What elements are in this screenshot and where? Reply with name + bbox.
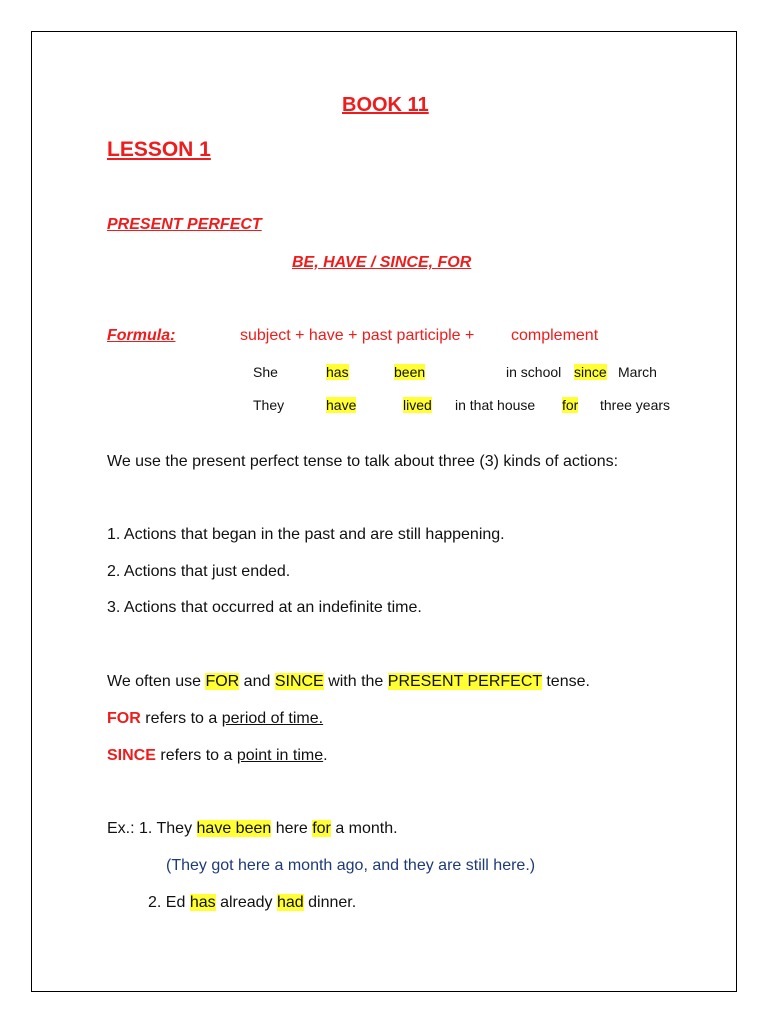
- row1-time: March: [618, 364, 657, 380]
- ex1-prep: for: [312, 820, 331, 837]
- row1-subject: She: [253, 364, 278, 380]
- row1-aux: has: [326, 364, 349, 380]
- for-text: refers to a: [145, 710, 218, 727]
- since-definition: [107, 747, 328, 765]
- example-1-note: (They got here a month ago, and they are still here.): [166, 857, 536, 874]
- since-end: .: [323, 747, 328, 764]
- row2-aux: have: [326, 397, 357, 413]
- usage-and: and: [243, 673, 271, 690]
- list-item: 1. Actions that began in the past and are still happening.: [107, 526, 505, 543]
- since-text: refers to a: [160, 747, 233, 764]
- for-word: FOR: [107, 710, 141, 727]
- usage-for: FOR: [205, 673, 240, 690]
- row1-prep: since: [574, 364, 607, 380]
- ex2-verb: had: [277, 894, 304, 911]
- row2-participle: lived: [403, 397, 432, 413]
- lesson-title: LESSON 1: [107, 138, 211, 161]
- ex2-aux: has: [189, 894, 216, 911]
- usage-suffix: tense.: [546, 673, 590, 690]
- row2-prep: for: [562, 397, 579, 413]
- formula-complement: complement: [511, 327, 599, 344]
- formula-text: subject + have + past participle +: [240, 327, 475, 344]
- usage-prefix: We often use: [107, 673, 201, 690]
- section-title: PRESENT PERFECT: [107, 216, 262, 233]
- book-title: BOOK 11: [342, 94, 429, 116]
- usage-line: [107, 673, 590, 691]
- ex1-mid: here: [275, 820, 308, 837]
- row2-place: in that house: [455, 397, 536, 413]
- ex2-mid: already: [220, 894, 273, 911]
- subtitle: BE, HAVE / SINCE, FOR: [292, 254, 472, 271]
- formula-label: Formula:: [107, 327, 176, 344]
- document-page: [31, 31, 737, 992]
- row2-time: three years: [600, 397, 671, 413]
- ex1-prefix: Ex.: 1. They: [107, 820, 193, 837]
- for-definition: [107, 710, 323, 728]
- since-word: SINCE: [107, 747, 156, 764]
- intro-text: We use the present perfect tense to talk about three (3) kinds of actions:: [107, 453, 619, 470]
- ex2-end: dinner.: [308, 894, 357, 911]
- ex2-prefix: 2. Ed: [148, 894, 186, 911]
- row2-subject: They: [253, 397, 285, 413]
- ex1-verb: have been: [196, 820, 272, 837]
- ex1-end: a month.: [335, 820, 398, 837]
- usage-since: SINCE: [274, 673, 324, 690]
- example-1: [107, 820, 398, 838]
- usage-with-the: with the: [328, 673, 384, 690]
- row1-place: in school: [506, 364, 562, 380]
- since-term: point in time: [236, 747, 324, 764]
- for-term: period of time.: [221, 710, 324, 727]
- example-2: [148, 894, 356, 912]
- list-item: 3. Actions that occurred at an indefinite time.: [107, 599, 422, 616]
- row1-participle: been: [394, 364, 426, 380]
- usage-present-perfect: PRESENT PERFECT: [387, 673, 542, 690]
- list-item: 2. Actions that just ended.: [107, 563, 291, 580]
